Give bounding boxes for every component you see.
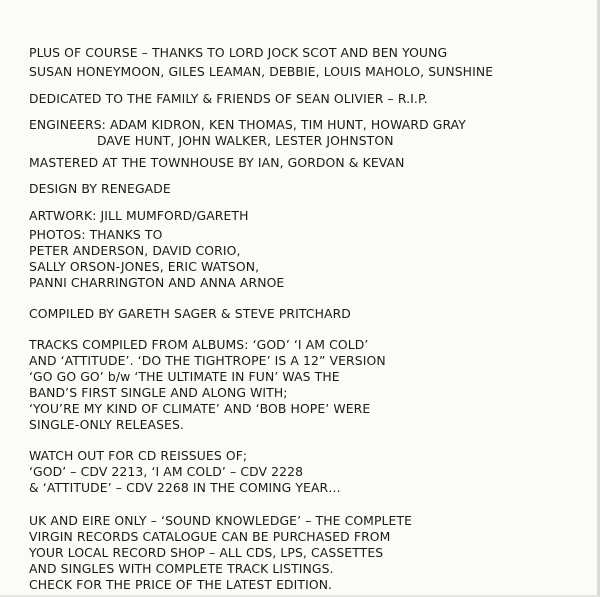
catalogue-line-3: YOUR LOCAL RECORD SHOP – ALL CDS, LPS, CASSETTES xyxy=(29,545,384,560)
tracks-line-5: ‘YOU’RE MY KIND OF CLIMATE’ AND ‘BOB HOPE’ WERE xyxy=(29,401,371,416)
photos-line-3: SALLY ORSON-JONES, ERIC WATSON, xyxy=(29,259,260,274)
compiled-line: COMPILED BY GARETH SAGER & STEVE PRITCHARD xyxy=(29,306,351,321)
reissues-line-2: ‘GOD’ – CDV 2213, ‘I AM COLD’ – CDV 2228 xyxy=(29,464,304,479)
photos-line-4: PANNI CHARRINGTON AND ANNA ARNOE xyxy=(29,275,285,290)
mastered-line: MASTERED AT THE TOWNHOUSE BY IAN, GORDON & KEVAN xyxy=(29,155,405,170)
catalogue-line-4: AND SINGLES WITH COMPLETE TRACK LISTINGS. xyxy=(29,561,334,576)
thanks-line-2: SUSAN HONEYMOON, GILES LEAMAN, DEBBIE, LOUIS MAHOLO, SUNSHINE xyxy=(29,64,494,79)
catalogue-line-5: CHECK FOR THE PRICE OF THE LATEST EDITION. xyxy=(29,577,333,592)
tracks-line-2: AND ‘ATTITUDE’. ‘DO THE TIGHTROPE’ IS A 12” VERSION xyxy=(29,353,386,368)
tracks-line-1: TRACKS COMPILED FROM ALBUMS: ‘GOD’ ‘I AM COLD’ xyxy=(29,337,369,352)
design-line: DESIGN BY RENEGADE xyxy=(29,181,171,196)
reissues-line-3: & ‘ATTITUDE’ – CDV 2268 IN THE COMING YEAR… xyxy=(29,480,341,495)
engineers-line-2: DAVE HUNT, JOHN WALKER, LESTER JOHNSTON xyxy=(97,133,394,148)
dedication-line: DEDICATED TO THE FAMILY & FRIENDS OF SEAN OLIVIER – R.I.P. xyxy=(29,91,428,106)
photos-line-2: PETER ANDERSON, DAVID CORIO, xyxy=(29,243,241,258)
thanks-line-1: PLUS OF COURSE – THANKS TO LORD JOCK SCOT AND BEN YOUNG xyxy=(29,45,448,60)
engineers-line-1: ENGINEERS: ADAM KIDRON, KEN THOMAS, TIM HUNT, HOWARD GRAY xyxy=(29,117,466,132)
photos-line-1: PHOTOS: THANKS TO xyxy=(29,227,163,242)
tracks-line-4: BAND’S FIRST SINGLE AND ALONG WITH; xyxy=(29,385,288,400)
tracks-line-3: ‘GO GO GO’ b/w ‘THE ULTIMATE IN FUN’ WAS THE xyxy=(29,369,340,384)
reissues-line-1: WATCH OUT FOR CD REISSUES OF; xyxy=(29,448,248,463)
tracks-line-6: SINGLE-ONLY RELEASES. xyxy=(29,417,184,432)
artwork-line: ARTWORK: JILL MUMFORD/GARETH xyxy=(29,208,249,223)
catalogue-line-2: VIRGIN RECORDS CATALOGUE CAN BE PURCHASED FROM xyxy=(29,529,391,544)
catalogue-line-1: UK AND EIRE ONLY – ‘SOUND KNOWLEDGE’ – THE COMPLETE xyxy=(29,513,413,528)
